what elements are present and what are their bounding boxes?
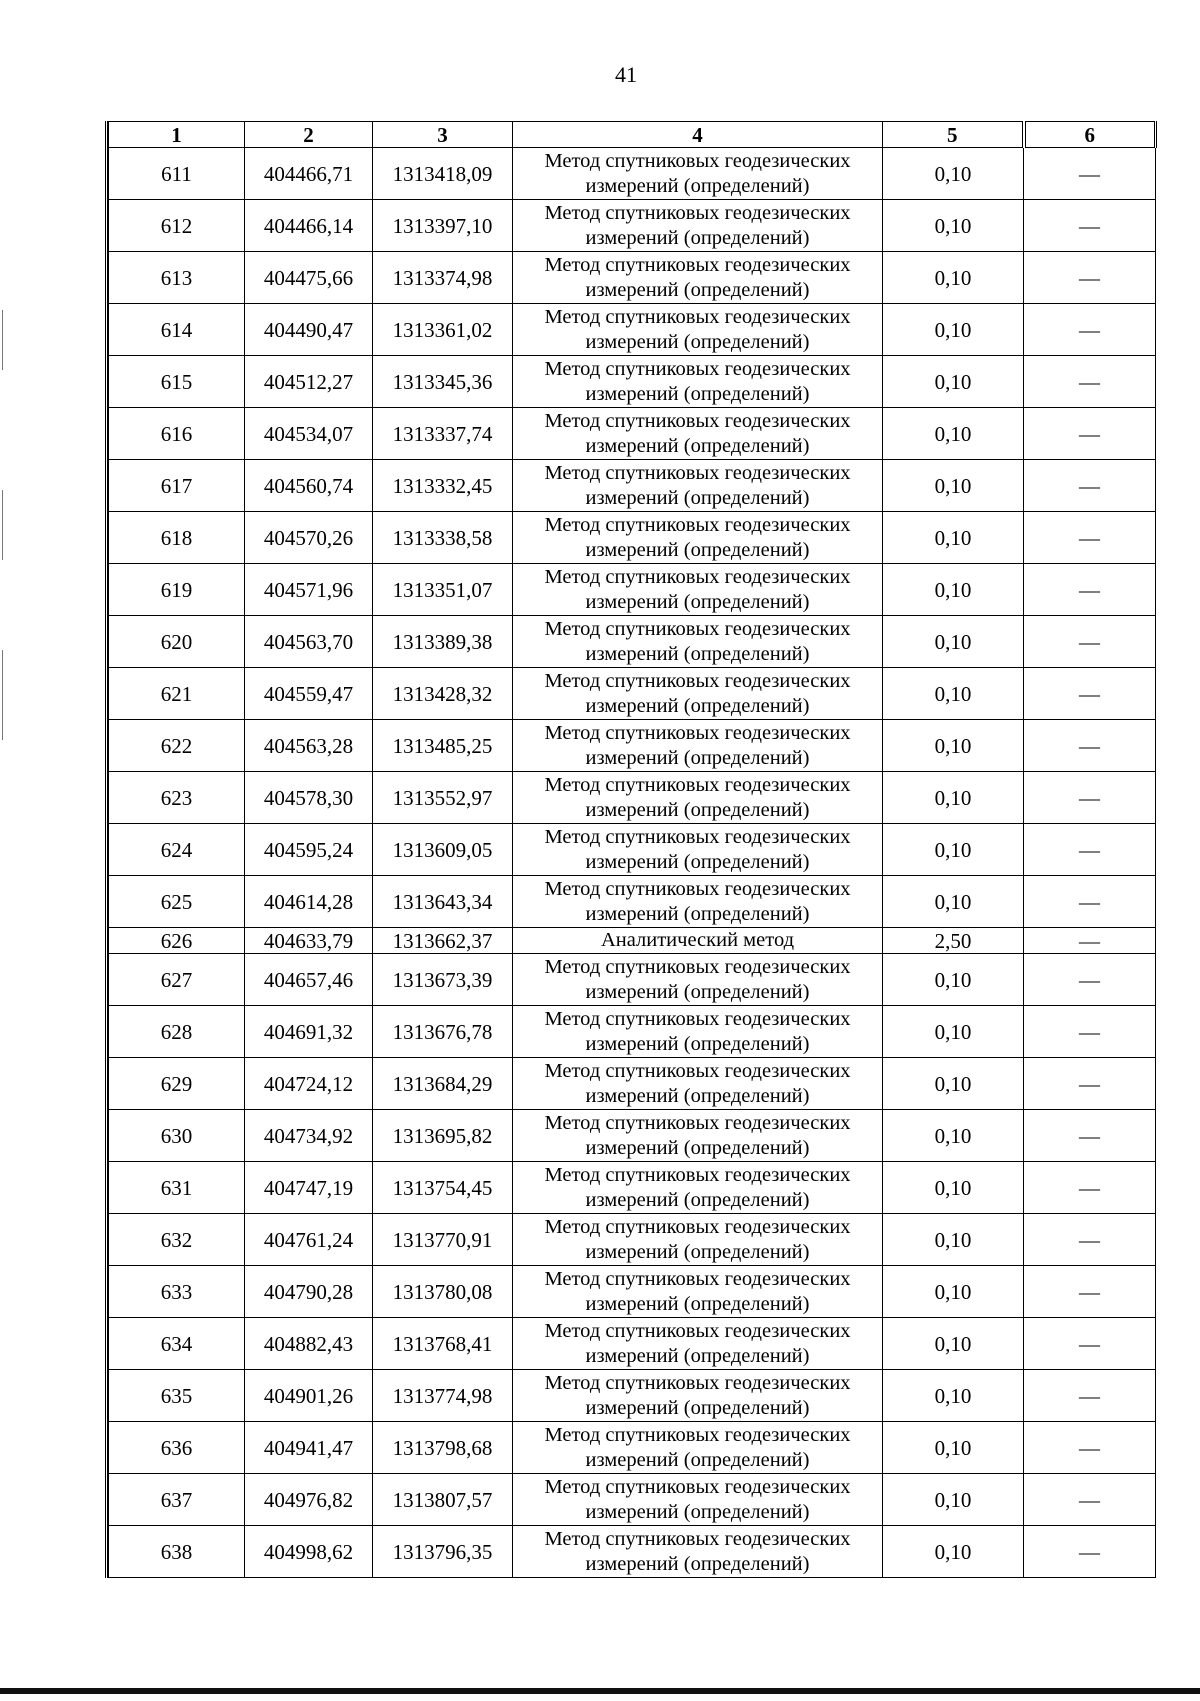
coordinate-x-cell: 404560,74	[245, 460, 373, 512]
point-number-cell: 637	[109, 1474, 245, 1526]
table-row	[109, 1422, 1156, 1474]
coordinate-y-cell: 1313673,39	[373, 954, 513, 1006]
note-cell: —	[1024, 252, 1156, 304]
coordinate-y-cell: 1313684,29	[373, 1058, 513, 1110]
coordinate-x-cell: 404512,27	[245, 356, 373, 408]
method-cell: Метод спутниковых геодезических измерений (определений)	[513, 408, 883, 460]
table-row	[109, 1058, 1156, 1110]
coordinate-y-cell: 1313768,41	[373, 1318, 513, 1370]
coordinate-x-cell: 404534,07	[245, 408, 373, 460]
table-row	[109, 668, 1156, 720]
method-cell: Метод спутниковых геодезических измерений (определений)	[513, 512, 883, 564]
point-number-cell: 614	[109, 304, 245, 356]
coordinate-y-cell: 1313351,07	[373, 564, 513, 616]
method-cell: Метод спутниковых геодезических измерений (определений)	[513, 1058, 883, 1110]
table-row	[109, 1318, 1156, 1370]
accuracy-cell: 0,10	[883, 1422, 1024, 1474]
method-cell: Метод спутниковых геодезических измерений (определений)	[513, 356, 883, 408]
coordinate-y-cell: 1313774,98	[373, 1370, 513, 1422]
note-cell: —	[1024, 1266, 1156, 1318]
note-cell: —	[1024, 200, 1156, 252]
coordinate-x-cell: 404761,24	[245, 1214, 373, 1266]
accuracy-cell: 0,10	[883, 460, 1024, 512]
coordinate-y-cell: 1313552,97	[373, 772, 513, 824]
note-cell: —	[1024, 720, 1156, 772]
accuracy-cell: 0,10	[883, 1006, 1024, 1058]
point-number-cell: 618	[109, 512, 245, 564]
method-cell: Метод спутниковых геодезических измерений (определений)	[513, 616, 883, 668]
column-header-1: 1	[109, 122, 245, 148]
coordinate-x-cell: 404901,26	[245, 1370, 373, 1422]
method-cell: Метод спутниковых геодезических измерений (определений)	[513, 200, 883, 252]
point-number-cell: 621	[109, 668, 245, 720]
coordinate-x-cell: 404559,47	[245, 668, 373, 720]
table-row	[109, 356, 1156, 408]
point-number-cell: 632	[109, 1214, 245, 1266]
point-number-cell: 638	[109, 1526, 245, 1578]
table-row	[109, 200, 1156, 252]
coordinate-x-cell: 404657,46	[245, 954, 373, 1006]
note-cell: —	[1024, 1370, 1156, 1422]
accuracy-cell: 0,10	[883, 252, 1024, 304]
accuracy-cell: 0,10	[883, 1318, 1024, 1370]
method-cell: Метод спутниковых геодезических измерений (определений)	[513, 824, 883, 876]
accuracy-cell: 0,10	[883, 1474, 1024, 1526]
note-cell: —	[1024, 304, 1156, 356]
note-cell: —	[1024, 928, 1156, 954]
coordinate-x-cell: 404691,32	[245, 1006, 373, 1058]
accuracy-cell: 0,10	[883, 1058, 1024, 1110]
point-number-cell: 627	[109, 954, 245, 1006]
accuracy-cell: 0,10	[883, 356, 1024, 408]
note-cell: —	[1024, 1110, 1156, 1162]
coordinate-x-cell: 404633,79	[245, 928, 373, 954]
point-number-cell: 617	[109, 460, 245, 512]
table-row	[109, 1162, 1156, 1214]
coordinate-x-cell: 404998,62	[245, 1526, 373, 1578]
note-cell: —	[1024, 1058, 1156, 1110]
point-number-cell: 635	[109, 1370, 245, 1422]
method-cell: Метод спутниковых геодезических измерений (определений)	[513, 1214, 883, 1266]
table-row	[109, 772, 1156, 824]
coordinate-y-cell: 1313798,68	[373, 1422, 513, 1474]
table-row	[109, 720, 1156, 772]
point-number-cell: 625	[109, 876, 245, 928]
coordinate-y-cell: 1313807,57	[373, 1474, 513, 1526]
accuracy-cell: 0,10	[883, 1266, 1024, 1318]
note-cell: —	[1024, 1006, 1156, 1058]
table-body	[109, 148, 1156, 1578]
note-cell: —	[1024, 954, 1156, 1006]
coordinate-y-cell: 1313361,02	[373, 304, 513, 356]
method-cell: Метод спутниковых геодезических измерений (определений)	[513, 564, 883, 616]
coordinate-x-cell: 404466,14	[245, 200, 373, 252]
accuracy-cell: 0,10	[883, 564, 1024, 616]
coordinate-x-cell: 404490,47	[245, 304, 373, 356]
method-cell: Метод спутниковых геодезических измерений (определений)	[513, 1422, 883, 1474]
point-number-cell: 636	[109, 1422, 245, 1474]
table-row	[109, 876, 1156, 928]
coordinate-x-cell: 404790,28	[245, 1266, 373, 1318]
method-cell: Метод спутниковых геодезических измерений (определений)	[513, 1526, 883, 1578]
point-number-cell: 611	[109, 148, 245, 200]
method-cell: Метод спутниковых геодезических измерений (определений)	[513, 1266, 883, 1318]
coordinate-y-cell: 1313754,45	[373, 1162, 513, 1214]
method-cell: Аналитический метод	[513, 928, 883, 954]
coordinate-y-cell: 1313338,58	[373, 512, 513, 564]
note-cell: —	[1024, 1474, 1156, 1526]
accuracy-cell: 0,10	[883, 1162, 1024, 1214]
coordinate-y-cell: 1313780,08	[373, 1266, 513, 1318]
table-row	[109, 1474, 1156, 1526]
note-cell: —	[1024, 1214, 1156, 1266]
table-row	[109, 148, 1156, 200]
coordinate-y-cell: 1313695,82	[373, 1110, 513, 1162]
point-number-cell: 619	[109, 564, 245, 616]
coordinate-x-cell: 404614,28	[245, 876, 373, 928]
note-cell: —	[1024, 460, 1156, 512]
coordinate-y-cell: 1313397,10	[373, 200, 513, 252]
note-cell: —	[1024, 772, 1156, 824]
point-number-cell: 633	[109, 1266, 245, 1318]
column-header-3: 3	[373, 122, 513, 148]
table-row	[109, 1370, 1156, 1422]
point-number-cell: 623	[109, 772, 245, 824]
method-cell: Метод спутниковых геодезических измерений (определений)	[513, 668, 883, 720]
accuracy-cell: 0,10	[883, 200, 1024, 252]
table-row	[109, 252, 1156, 304]
accuracy-cell: 2,50	[883, 928, 1024, 954]
accuracy-cell: 0,10	[883, 954, 1024, 1006]
coordinate-x-cell: 404563,70	[245, 616, 373, 668]
page-bottom-border	[0, 1688, 1200, 1694]
column-header-4: 4	[513, 122, 883, 148]
scan-edge-marks	[0, 310, 6, 780]
note-cell: —	[1024, 564, 1156, 616]
point-number-cell: 613	[109, 252, 245, 304]
table-row	[109, 304, 1156, 356]
column-header-5: 5	[883, 122, 1024, 148]
note-cell: —	[1024, 408, 1156, 460]
note-cell: —	[1024, 668, 1156, 720]
point-number-cell: 616	[109, 408, 245, 460]
accuracy-cell: 0,10	[883, 148, 1024, 200]
table-row	[109, 1526, 1156, 1578]
coordinates-table	[108, 121, 1157, 1578]
coordinate-x-cell: 404976,82	[245, 1474, 373, 1526]
coordinate-y-cell: 1313485,25	[373, 720, 513, 772]
table-row	[109, 1266, 1156, 1318]
accuracy-cell: 0,10	[883, 876, 1024, 928]
coordinate-y-cell: 1313796,35	[373, 1526, 513, 1578]
method-cell: Метод спутниковых геодезических измерений (определений)	[513, 876, 883, 928]
point-number-cell: 615	[109, 356, 245, 408]
table-row	[109, 1214, 1156, 1266]
coordinate-y-cell: 1313337,74	[373, 408, 513, 460]
accuracy-cell: 0,10	[883, 1370, 1024, 1422]
table-row	[109, 1110, 1156, 1162]
page-number: 41	[615, 62, 637, 87]
method-cell: Метод спутниковых геодезических измерений (определений)	[513, 1162, 883, 1214]
coordinate-x-cell: 404747,19	[245, 1162, 373, 1214]
method-cell: Метод спутниковых геодезических измерений (определений)	[513, 1370, 883, 1422]
coordinate-y-cell: 1313676,78	[373, 1006, 513, 1058]
coordinate-x-cell: 404466,71	[245, 148, 373, 200]
coordinate-x-cell: 404724,12	[245, 1058, 373, 1110]
accuracy-cell: 0,10	[883, 824, 1024, 876]
note-cell: —	[1024, 876, 1156, 928]
coordinate-x-cell: 404570,26	[245, 512, 373, 564]
note-cell: —	[1024, 1422, 1156, 1474]
accuracy-cell: 0,10	[883, 512, 1024, 564]
method-cell: Метод спутниковых геодезических измерений (определений)	[513, 252, 883, 304]
coordinate-y-cell: 1313662,37	[373, 928, 513, 954]
method-cell: Метод спутниковых геодезических измерений (определений)	[513, 1006, 883, 1058]
table-row	[109, 824, 1156, 876]
coordinate-x-cell: 404475,66	[245, 252, 373, 304]
note-cell: —	[1024, 1526, 1156, 1578]
coordinate-x-cell: 404941,47	[245, 1422, 373, 1474]
note-cell: —	[1024, 1318, 1156, 1370]
accuracy-cell: 0,10	[883, 772, 1024, 824]
table-row	[109, 928, 1156, 954]
coordinate-y-cell: 1313418,09	[373, 148, 513, 200]
accuracy-cell: 0,10	[883, 1214, 1024, 1266]
accuracy-cell: 0,10	[883, 304, 1024, 356]
method-cell: Метод спутниковых геодезических измерений (определений)	[513, 460, 883, 512]
table-row	[109, 460, 1156, 512]
table-header-row	[109, 122, 1156, 148]
coordinate-x-cell: 404563,28	[245, 720, 373, 772]
point-number-cell: 631	[109, 1162, 245, 1214]
accuracy-cell: 0,10	[883, 668, 1024, 720]
coordinate-y-cell: 1313428,32	[373, 668, 513, 720]
table-row	[109, 408, 1156, 460]
table-row	[109, 616, 1156, 668]
method-cell: Метод спутниковых геодезических измерений (определений)	[513, 954, 883, 1006]
coordinate-y-cell: 1313374,98	[373, 252, 513, 304]
coordinate-y-cell: 1313609,05	[373, 824, 513, 876]
accuracy-cell: 0,10	[883, 408, 1024, 460]
coordinate-y-cell: 1313770,91	[373, 1214, 513, 1266]
table-row	[109, 1006, 1156, 1058]
method-cell: Метод спутниковых геодезических измерений (определений)	[513, 304, 883, 356]
table-row	[109, 512, 1156, 564]
point-number-cell: 628	[109, 1006, 245, 1058]
coordinate-x-cell: 404595,24	[245, 824, 373, 876]
coordinate-y-cell: 1313345,36	[373, 356, 513, 408]
accuracy-cell: 0,10	[883, 720, 1024, 772]
method-cell: Метод спутниковых геодезических измерений (определений)	[513, 1110, 883, 1162]
note-cell: —	[1024, 616, 1156, 668]
coordinate-y-cell: 1313643,34	[373, 876, 513, 928]
coordinate-x-cell: 404578,30	[245, 772, 373, 824]
accuracy-cell: 0,10	[883, 616, 1024, 668]
method-cell: Метод спутниковых геодезических измерений (определений)	[513, 1474, 883, 1526]
point-number-cell: 622	[109, 720, 245, 772]
coordinate-y-cell: 1313332,45	[373, 460, 513, 512]
point-number-cell: 629	[109, 1058, 245, 1110]
point-number-cell: 630	[109, 1110, 245, 1162]
accuracy-cell: 0,10	[883, 1110, 1024, 1162]
method-cell: Метод спутниковых геодезических измерений (определений)	[513, 148, 883, 200]
point-number-cell: 620	[109, 616, 245, 668]
method-cell: Метод спутниковых геодезических измерений (определений)	[513, 720, 883, 772]
coordinate-x-cell: 404734,92	[245, 1110, 373, 1162]
note-cell: —	[1024, 1162, 1156, 1214]
note-cell: —	[1024, 148, 1156, 200]
accuracy-cell: 0,10	[883, 1526, 1024, 1578]
table-row	[109, 564, 1156, 616]
table-row	[109, 954, 1156, 1006]
point-number-cell: 624	[109, 824, 245, 876]
method-cell: Метод спутниковых геодезических измерений (определений)	[513, 772, 883, 824]
column-header-6: 6	[1024, 122, 1156, 148]
coordinate-x-cell: 404882,43	[245, 1318, 373, 1370]
note-cell: —	[1024, 356, 1156, 408]
coordinates-table-container	[105, 121, 1157, 1578]
column-header-2: 2	[245, 122, 373, 148]
coordinate-x-cell: 404571,96	[245, 564, 373, 616]
note-cell: —	[1024, 824, 1156, 876]
note-cell: —	[1024, 512, 1156, 564]
coordinate-y-cell: 1313389,38	[373, 616, 513, 668]
method-cell: Метод спутниковых геодезических измерений (определений)	[513, 1318, 883, 1370]
point-number-cell: 612	[109, 200, 245, 252]
point-number-cell: 634	[109, 1318, 245, 1370]
point-number-cell: 626	[109, 928, 245, 954]
